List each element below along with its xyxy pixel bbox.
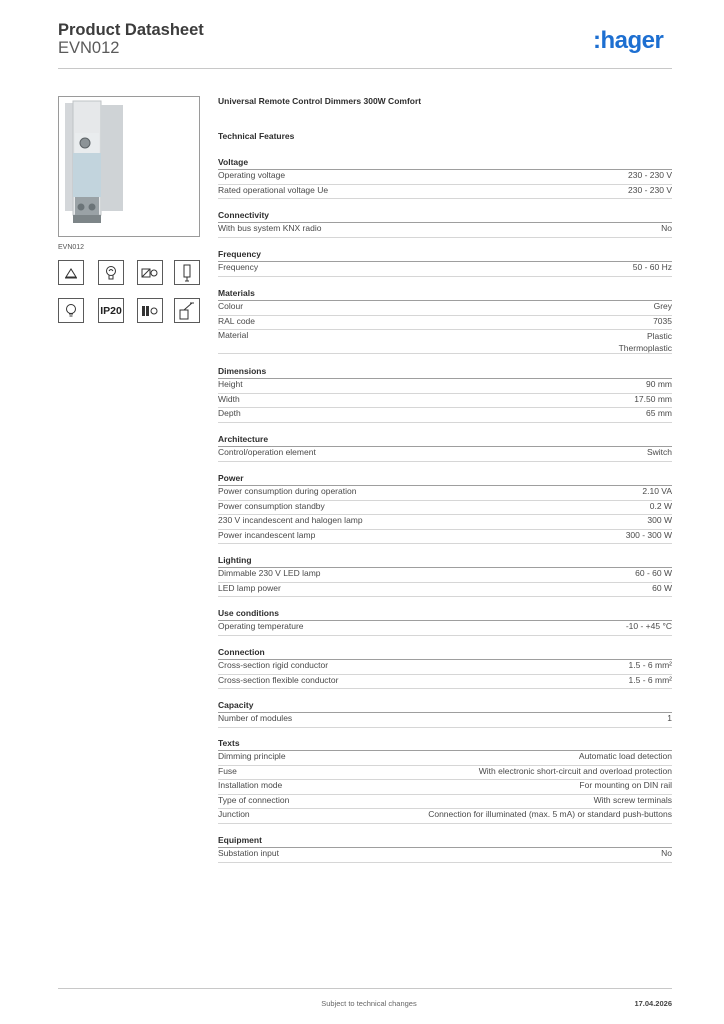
section-title: Connectivity bbox=[218, 210, 270, 220]
page-title: Product Datasheet bbox=[58, 21, 204, 39]
section-title: Voltage bbox=[218, 157, 249, 167]
spec-label: Material bbox=[218, 330, 249, 341]
spec-label: RAL code bbox=[218, 315, 256, 326]
spec-row bbox=[218, 660, 672, 675]
spec-row bbox=[218, 530, 672, 545]
spec-row bbox=[218, 316, 672, 331]
spec-row bbox=[218, 848, 672, 863]
section-title: Power bbox=[218, 473, 244, 483]
spec-row bbox=[218, 809, 672, 824]
spec-label: Cross-section rigid conductor bbox=[218, 660, 329, 670]
spec-value: 7035 bbox=[653, 315, 672, 326]
spec-value: 0.2 W bbox=[649, 500, 672, 511]
spec-row bbox=[218, 751, 672, 766]
product-image bbox=[58, 96, 200, 237]
spec-row bbox=[218, 223, 672, 238]
spec-label: Control/operation element bbox=[218, 447, 316, 457]
spec-row bbox=[218, 766, 672, 781]
spec-row bbox=[218, 780, 672, 795]
spec-row bbox=[218, 408, 672, 423]
spec-value: 300 - 300 W bbox=[625, 529, 672, 540]
section-title: Materials bbox=[218, 288, 255, 298]
technical-features-heading: Technical Features bbox=[218, 131, 295, 141]
spec-row bbox=[218, 568, 672, 583]
spec-label: Dimmable 230 V LED lamp bbox=[218, 568, 321, 578]
spec-row bbox=[218, 621, 672, 636]
spec-label: Height bbox=[218, 379, 243, 389]
spec-value: 2.10 VA bbox=[642, 486, 672, 496]
spec-value: 1 bbox=[667, 713, 672, 723]
section-title: Connection bbox=[218, 647, 265, 657]
spec-label: Power consumption standby bbox=[218, 500, 325, 511]
spec-value: 300 W bbox=[647, 515, 672, 526]
section-title: Use conditions bbox=[218, 608, 279, 618]
fluorescent-tube-icon bbox=[174, 260, 200, 285]
spec-row bbox=[218, 583, 672, 598]
footer-note: Subject to technical changes bbox=[321, 999, 417, 1008]
spec-value: 230 - 230 V bbox=[628, 170, 672, 180]
spec-row bbox=[218, 501, 672, 516]
spec-value: 90 mm bbox=[646, 379, 672, 389]
incandescent-lamp-icon bbox=[58, 260, 84, 285]
spec-row bbox=[218, 185, 672, 200]
spec-label: Operating voltage bbox=[218, 170, 286, 180]
spec-label: Operating temperature bbox=[218, 621, 304, 631]
spec-value: No bbox=[661, 223, 672, 233]
push-button-icon bbox=[174, 298, 200, 323]
section-title: Equipment bbox=[218, 835, 262, 845]
spec-value: With electronic short-circuit and overload protection bbox=[478, 765, 672, 776]
ip-rating-text: IP20 bbox=[100, 304, 122, 317]
spec-label: With bus system KNX radio bbox=[218, 223, 322, 233]
section-title: Architecture bbox=[218, 434, 269, 444]
spec-label: Junction bbox=[218, 809, 250, 820]
spec-label: Colour bbox=[218, 301, 244, 311]
spec-value: Connection for illuminated (max. 5 mA) or standard push-buttons bbox=[428, 809, 672, 820]
spec-value: -10 - +45 °C bbox=[625, 621, 672, 631]
spec-value: 1.5 - 6 mm² bbox=[628, 660, 672, 670]
product-code: EVN012 bbox=[58, 39, 120, 57]
section-title: Dimensions bbox=[218, 366, 267, 376]
spec-value: Grey bbox=[653, 301, 672, 311]
section-title: Lighting bbox=[218, 555, 252, 565]
spec-value: 60 W bbox=[652, 582, 672, 593]
spec-row bbox=[218, 394, 672, 409]
section-title: Capacity bbox=[218, 700, 254, 710]
product-image-caption: EVN012 bbox=[58, 244, 85, 251]
halogen-lamp-icon bbox=[98, 260, 124, 285]
spec-label: Frequency bbox=[218, 262, 259, 272]
spec-value: With screw terminals bbox=[593, 794, 672, 805]
spec-label: Width bbox=[218, 393, 240, 404]
product-name: Universal Remote Control Dimmers 300W Comfort bbox=[218, 96, 422, 106]
spec-value: Switch bbox=[646, 447, 672, 457]
spec-row bbox=[218, 379, 672, 394]
spec-value: 230 - 230 V bbox=[628, 184, 672, 195]
section-title: Texts bbox=[218, 738, 240, 748]
spec-row bbox=[218, 170, 672, 185]
spec-row bbox=[218, 447, 672, 462]
transformer-icon bbox=[137, 260, 163, 285]
spec-label: Rated operational voltage Ue bbox=[218, 184, 329, 195]
spec-row bbox=[218, 795, 672, 810]
spec-label: Power incandescent lamp bbox=[218, 529, 316, 540]
spec-label: Type of connection bbox=[218, 794, 290, 805]
led-bulb-icon bbox=[58, 298, 84, 323]
footer-divider bbox=[58, 988, 672, 989]
hager-logo: :hager bbox=[593, 27, 664, 54]
section-title: Frequency bbox=[218, 249, 261, 259]
spec-label: Depth bbox=[218, 408, 241, 419]
spec-label: Cross-section flexible conductor bbox=[218, 674, 339, 685]
spec-row bbox=[218, 675, 672, 690]
spec-label: Dimming principle bbox=[218, 751, 286, 761]
spec-label: LED lamp power bbox=[218, 582, 281, 593]
spec-label: Fuse bbox=[218, 765, 237, 776]
spec-value: For mounting on DIN rail bbox=[579, 780, 672, 791]
spec-row bbox=[218, 330, 672, 354]
ip20-badge-icon bbox=[98, 298, 124, 323]
spec-row bbox=[218, 515, 672, 530]
spec-label: Substation input bbox=[218, 848, 279, 858]
spec-value: 17.50 mm bbox=[634, 393, 672, 404]
header-divider bbox=[58, 68, 672, 69]
spec-value: No bbox=[661, 848, 672, 858]
spec-label: Installation mode bbox=[218, 780, 283, 791]
spec-label: Power consumption during operation bbox=[218, 486, 357, 496]
spec-value: Automatic load detection bbox=[578, 751, 672, 761]
spec-row bbox=[218, 262, 672, 277]
spec-value: 1.5 - 6 mm² bbox=[628, 674, 672, 685]
spec-row bbox=[218, 713, 672, 728]
spec-value: 65 mm bbox=[646, 408, 672, 419]
footer-date: 17.04.2026 bbox=[634, 999, 672, 1008]
spec-label: 230 V incandescent and halogen lamp bbox=[218, 515, 363, 526]
spec-row bbox=[218, 301, 672, 316]
spec-value: 50 - 60 Hz bbox=[632, 262, 672, 272]
spec-label: Number of modules bbox=[218, 713, 293, 723]
spec-row bbox=[218, 486, 672, 501]
dimmer-transformer-icon bbox=[137, 298, 163, 323]
spec-value: 60 - 60 W bbox=[635, 568, 672, 578]
spec-value: Plastic Thermoplastic bbox=[618, 331, 672, 354]
